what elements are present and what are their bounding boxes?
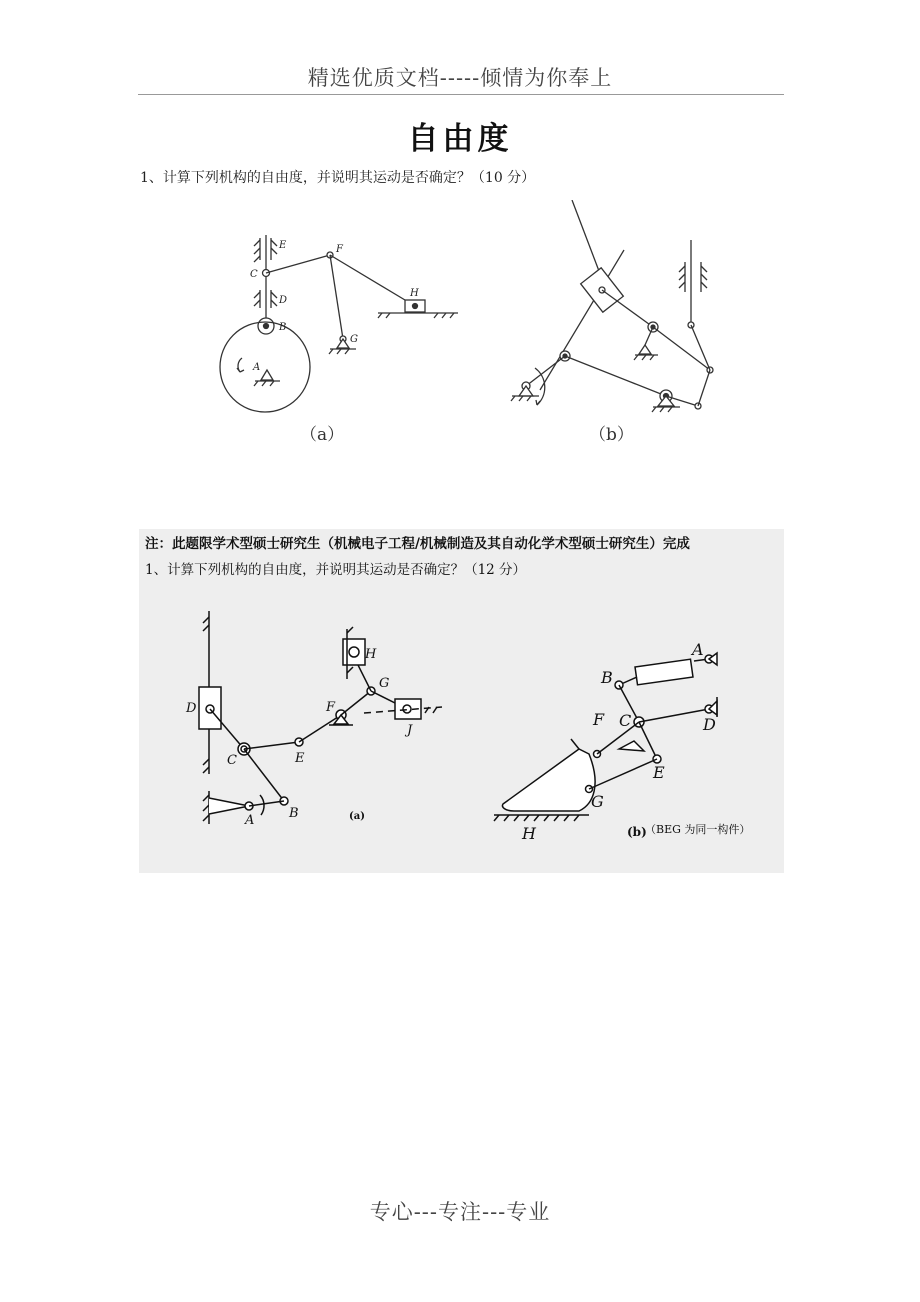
caption-b: （b）	[589, 425, 634, 445]
label-F: F	[336, 244, 343, 255]
page-header: 精选优质文档-----倾情为你奉上	[307, 66, 613, 90]
label-D3: D	[703, 715, 716, 734]
label-A: A	[253, 362, 261, 373]
label-J2: J	[407, 723, 413, 738]
label-E2: E	[295, 751, 305, 766]
question-2-text: 1、计算下列机构的自由度，并说明其运动是否确定？（12 分）	[145, 562, 527, 578]
page-footer: 专心---专注---专业	[369, 1200, 551, 1224]
caption-b2-note: （BEG 为同一构件）	[645, 823, 751, 836]
label-B2: B	[289, 806, 299, 821]
label-F2: F	[326, 700, 336, 715]
label-D: D	[279, 295, 288, 306]
label-C2: C	[227, 753, 237, 768]
label-F3: F	[593, 710, 605, 729]
figure-mechanisms-12pt	[139, 599, 784, 873]
caption-a: （a）	[300, 425, 345, 445]
label-H3: H	[522, 824, 536, 843]
label-G3: G	[591, 792, 604, 811]
caption-b2: (b)	[627, 825, 647, 839]
page-title: 自由度	[407, 121, 513, 157]
figure-mechanisms-10pt	[140, 200, 784, 460]
label-H2: H	[365, 647, 377, 662]
label-D2: D	[186, 701, 197, 716]
label-C3: C	[619, 711, 632, 730]
label-C: C	[250, 269, 258, 280]
mechanism-diagram-b	[511, 200, 713, 412]
label-G: G	[350, 334, 358, 345]
label-H: H	[410, 288, 419, 299]
label-E: E	[279, 240, 287, 251]
restriction-note: 注：此题限学术型硕士研究生（机械电子工程/机械制造及其自动化学术型硕士研究生）完成	[145, 536, 690, 552]
mechanism-diagram-a2	[199, 611, 442, 824]
question-1-text: 1、计算下列机构的自由度，并说明其运动是否确定？（10 分）	[140, 170, 536, 186]
label-B: B	[279, 322, 287, 333]
mechanism-diagram-a	[220, 235, 458, 412]
label-E3: E	[653, 763, 665, 782]
label-A2: A	[245, 813, 255, 828]
header-divider	[138, 94, 784, 95]
label-A3: A	[692, 640, 704, 659]
label-B3: B	[601, 668, 613, 687]
scanned-question-block	[139, 529, 784, 873]
label-G2: G	[379, 676, 390, 691]
caption-a2: (a)	[349, 811, 365, 822]
